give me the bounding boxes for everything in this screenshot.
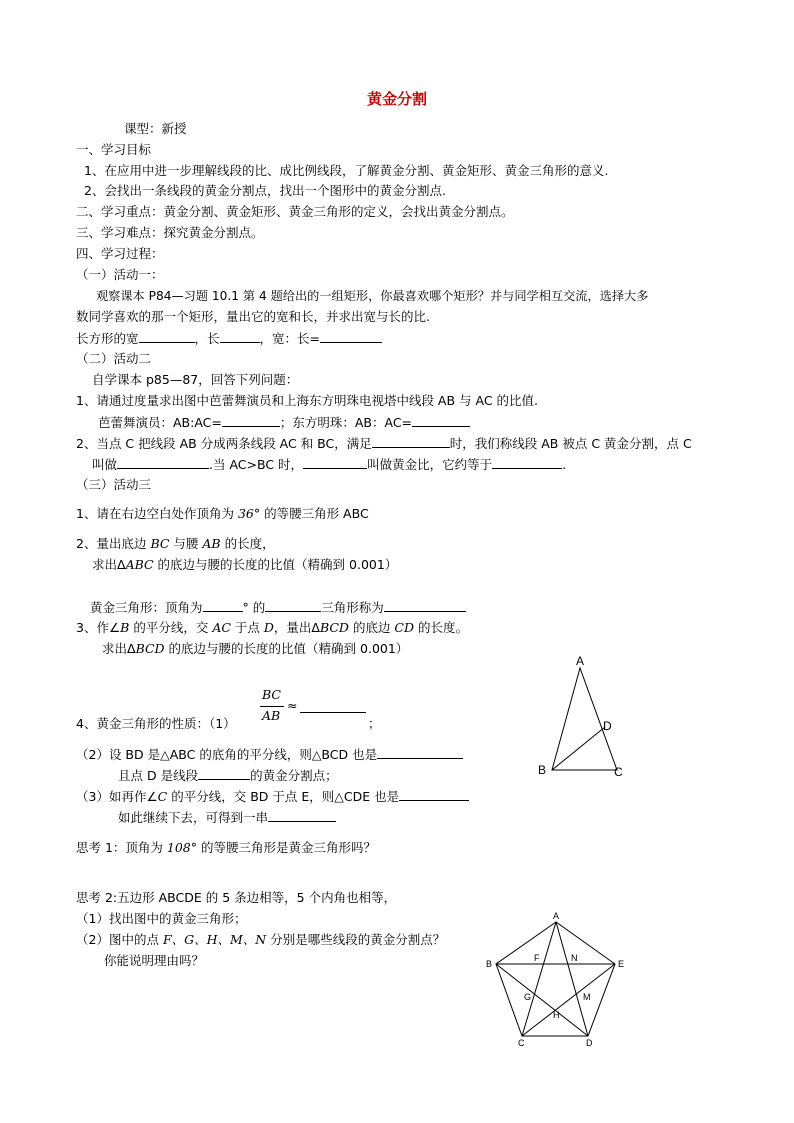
point-name-blank[interactable] bbox=[117, 456, 209, 469]
fraction-denominator: AB bbox=[262, 708, 281, 723]
diagonal-bd bbox=[496, 964, 588, 1036]
triangle-label-c: C bbox=[614, 765, 623, 779]
think-2-question-3: 你能说明理由吗？ bbox=[104, 953, 205, 968]
property-1-semicolon: ； bbox=[368, 716, 381, 731]
section-process-heading: 四、学习过程： bbox=[76, 246, 164, 261]
section-difficulties: 三、学习难点：探究黄金分割点。 bbox=[76, 225, 264, 240]
diagonal-ad bbox=[556, 922, 588, 1036]
activity-1-text-line1: 观察课本 P84—习题 10.1 第 4 题给出的一组矩形，你最喜欢哪个矩形？并与同学相互交流，选择大多 bbox=[96, 289, 649, 303]
activity-3-question-3-line2: 求出ΔBCD 的底边与腰的长度的比值（精确到 0.001） bbox=[102, 641, 409, 656]
triangle-name-blank[interactable] bbox=[384, 599, 466, 612]
pentagon-label-d: D bbox=[586, 1038, 593, 1048]
pentagon-label-g: G bbox=[524, 992, 532, 1002]
triangle-label-b: B bbox=[538, 763, 547, 777]
property-label: 4、黄金三角形的性质：（1） bbox=[76, 716, 236, 731]
pentagon-label-c: C bbox=[518, 1038, 525, 1048]
objective-2: 2、会找出一条线段的黄金分割点，找出一个图形中的黄金分割点. bbox=[84, 183, 446, 198]
section-key-points: 二、学习重点：黄金分割、黄金矩形、黄金三角形的定义，会找出黄金分割点。 bbox=[76, 204, 514, 219]
ballet-ratio-blank[interactable] bbox=[222, 414, 280, 427]
golden-ratio-name-blank[interactable] bbox=[303, 456, 367, 469]
activity-2-intro: 自学课本 p85—87，回答下列问题： bbox=[92, 372, 299, 387]
activity-1-heading: （一）活动一： bbox=[76, 267, 164, 282]
pentagon-label-a: A bbox=[553, 911, 560, 921]
activity-3-question-2-line1: 2、量出底边 BC 与腰 AB 的长度， bbox=[76, 536, 275, 551]
property-3-line2: 如此继续下去，可得到一串 bbox=[118, 809, 336, 826]
width-blank[interactable] bbox=[139, 330, 195, 343]
pentagon-label-f: F bbox=[534, 953, 540, 963]
diagonal-ac bbox=[522, 922, 556, 1036]
apex-angle-blank[interactable] bbox=[203, 599, 243, 612]
pentagon-label-b: B bbox=[486, 959, 493, 969]
activity-2-question-1-answers: 芭蕾舞演员：AB:AC= ；东方明珠：AB：AC= bbox=[98, 414, 470, 431]
ratio-blank[interactable] bbox=[320, 330, 382, 343]
property-2-blank[interactable] bbox=[377, 746, 463, 759]
pentagon-diagram bbox=[482, 908, 632, 1050]
series-blank[interactable] bbox=[268, 809, 336, 822]
course-type: 课型：新授 bbox=[124, 121, 187, 136]
length-blank[interactable] bbox=[220, 330, 260, 343]
bisector-bd bbox=[552, 727, 605, 770]
think-2-question-1: （1）找出图中的黄金三角形； bbox=[76, 911, 247, 926]
pentagon-label-n: N bbox=[571, 953, 578, 963]
activity-1-fill-line: 长方形的宽 ，长 ，宽：长= bbox=[76, 330, 382, 347]
fraction-bar bbox=[260, 706, 284, 707]
triangle-label-d: D bbox=[603, 719, 612, 733]
objective-1: 1、在应用中进一步理解线段的比、成比例线段，了解黄金分割、黄金矩形、黄金三角形的意义. bbox=[84, 163, 609, 178]
property-1-blank[interactable] bbox=[300, 712, 366, 713]
segment-blank[interactable] bbox=[198, 767, 250, 780]
think-2-question-2: （2）图中的点 F、G、H、M、N 分别是哪些线段的黄金分割点？ bbox=[76, 932, 446, 947]
activity-3-heading: （三）活动三 bbox=[76, 477, 152, 492]
golden-triangle-definition: 黄金三角形：顶角为 ° 的 三角形称为 bbox=[90, 599, 466, 616]
think-2: 思考 2:五边形 ABCDE 的 5 条边相等，5 个内角也相等， bbox=[76, 890, 397, 905]
activity-2-heading: （二）活动二 bbox=[76, 351, 152, 366]
pentagon-label-e: E bbox=[618, 959, 625, 969]
activity-3-question-2-line2: 求出ΔABC 的底边与腰的长度的比值（精确到 0.001） bbox=[92, 557, 398, 572]
pentagon-label-h: H bbox=[553, 1010, 560, 1020]
property-2-line1: （2）设 BD 是△ABC 的底角的平分线，则△BCD 也是 bbox=[76, 746, 463, 763]
think-1: 思考 1：顶角为 108° 的等腰三角形是黄金三角形吗？ bbox=[76, 840, 376, 855]
activity-1-text-line2: 数同学喜欢的那一个矩形，量出它的宽和长，并求出宽与长的比. bbox=[76, 309, 430, 324]
approx-sign: ≈ bbox=[287, 698, 298, 713]
golden-triangle-diagram bbox=[530, 650, 640, 780]
activity-2-question-2-line2: 叫做 .当 AC>BC 时， 叫做黄金比，它约等于 . bbox=[92, 457, 567, 472]
property-3-blank[interactable] bbox=[399, 788, 469, 801]
fraction-numerator: BC bbox=[262, 687, 281, 702]
activity-2-question-1: 1、请通过度量求出图中芭蕾舞演员和上海东方明珠电视塔中线段 AB 与 AC 的比值. bbox=[76, 393, 539, 408]
activity-3-question-3-line1: 3、作∠B 的平分线，交 AC 于点 D，量出ΔBCD 的底边 CD 的长度。 bbox=[76, 620, 468, 635]
golden-ratio-value-blank[interactable] bbox=[492, 456, 562, 469]
tower-ratio-blank[interactable] bbox=[412, 414, 470, 427]
section-objectives-heading: 一、学习目标 bbox=[76, 142, 152, 157]
triangle-type-blank[interactable] bbox=[265, 599, 321, 612]
property-3-line1: （3）如再作∠C 的平分线，交 BD 于点 E，则△CDE 也是 bbox=[76, 788, 469, 805]
triangle-label-a: A bbox=[576, 654, 585, 668]
condition-blank[interactable] bbox=[372, 435, 450, 448]
activity-2-question-2-line1: 2、当点 C 把线段 AB 分成两条线段 AC 和 BC，满足 时，我们称线段 AB 被点 C 黄金分割，点 C bbox=[76, 436, 692, 451]
pentagon-label-m: M bbox=[583, 992, 591, 1002]
activity-3-question-1: 1、请在右边空白处作顶角为 36° 的等腰三角形 ABC bbox=[76, 506, 369, 521]
page-title: 黄金分割 bbox=[366, 90, 427, 108]
property-2-line2: 且点 D 是线段 的黄金分割点； bbox=[118, 768, 338, 783]
